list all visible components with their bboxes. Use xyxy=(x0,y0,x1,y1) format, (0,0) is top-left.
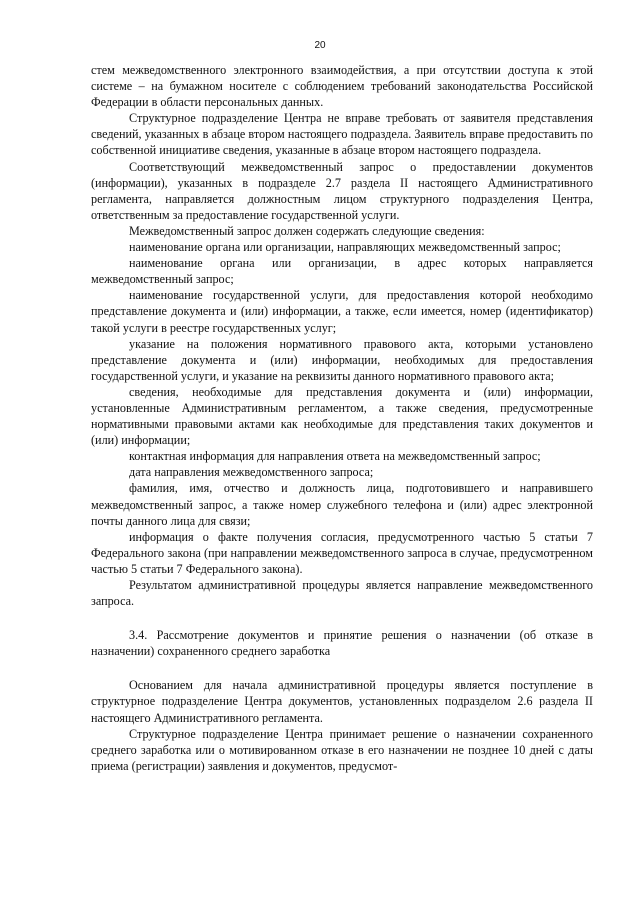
paragraph: Межведомственный запрос должен содержать следующие сведения: xyxy=(129,223,485,238)
section-heading: 3.4. Рассмотрение документов и принятие решения о назначении (об отказе в назначении) сохраненного среднего заработка xyxy=(91,628,593,659)
page-number: 20 xyxy=(314,40,326,51)
list-item: наименование государственной услуги, для предоставления которой необходимо представление документа и (или) информации, а также, если имеется, номер (идентификатор) такой услуги в реестре государственных услуг; xyxy=(91,288,593,335)
paragraph: Структурное подразделение Центра принимает решение о назначении сохраненного среднего заработка или о мотивированном отказе в его назначении не позднее 10 дней с даты приема (регистрации) заявления и документов, предусмот- xyxy=(91,726,593,773)
paragraph: стем межведомственного электронного взаимодействия, а при отсутствии доступа к этой системе – на бумажном носителе с соблюдением требований законодательства Российской Федерации в области персональных данных. xyxy=(91,63,593,110)
list-item: дата направления межведомственного запроса; xyxy=(129,465,374,480)
list-item: сведения, необходимые для представления документа и (или) информации, установленные Административным регламентом, а также сведения, предусмотренные нормативными правовыми актами как необходимые для представления таких документов и (или) информации; xyxy=(91,384,593,448)
paragraph: Структурное подразделение Центра не вправе требовать от заявителя представления сведений, указанных в абзаце втором настоящего подраздела. Заявитель вправе предоставить по собственной инициативе сведения, указанные в абзаце втором настоящего подраздела. xyxy=(91,111,593,158)
list-item: наименование органа или организации, направляющих межведомственный запрос; xyxy=(129,240,561,255)
paragraph: Основанием для начала административной процедуры является поступление в структурное подразделение Центра документов, установленных подразделом 2.6 раздела II настоящего Административного регламента. xyxy=(91,678,593,725)
list-item: наименование органа или организации, в адрес которых направляется межведомственный запрос; xyxy=(91,256,593,287)
list-item: фамилия, имя, отчество и должность лица, подготовившего и направившего межведомственный запрос, а также номер служебного телефона и (или) адрес электронной почты данного лица для связи; xyxy=(91,481,593,528)
paragraph: Соответствующий межведомственный запрос о предоставлении документов (информации), указанных в подразделе 2.7 раздела II настоящего Административного регламента, направляется должностным лицом структурного подразделения Центра, ответственным за предоставление государственной услуги. xyxy=(91,159,593,222)
paragraph: Результатом административной процедуры является направление межведомственного запроса. xyxy=(91,578,593,609)
list-item: информация о факте получения согласия, предусмотренного частью 5 статьи 7 Федерального закона (при направлении межведомственного запроса в случае, предусмотренном частью 5 статьи 7 Федерального закона). xyxy=(91,529,593,576)
list-item: контактная информация для направления ответа на межведомственный запрос; xyxy=(129,449,541,464)
page-body xyxy=(91,62,593,774)
list-item: указание на положения нормативного правового акта, которыми установлено представление документа и (или) информации, необходимых для предоставления государственной услуги, и указание на реквизиты данного нормативного правового акта; xyxy=(91,336,593,383)
